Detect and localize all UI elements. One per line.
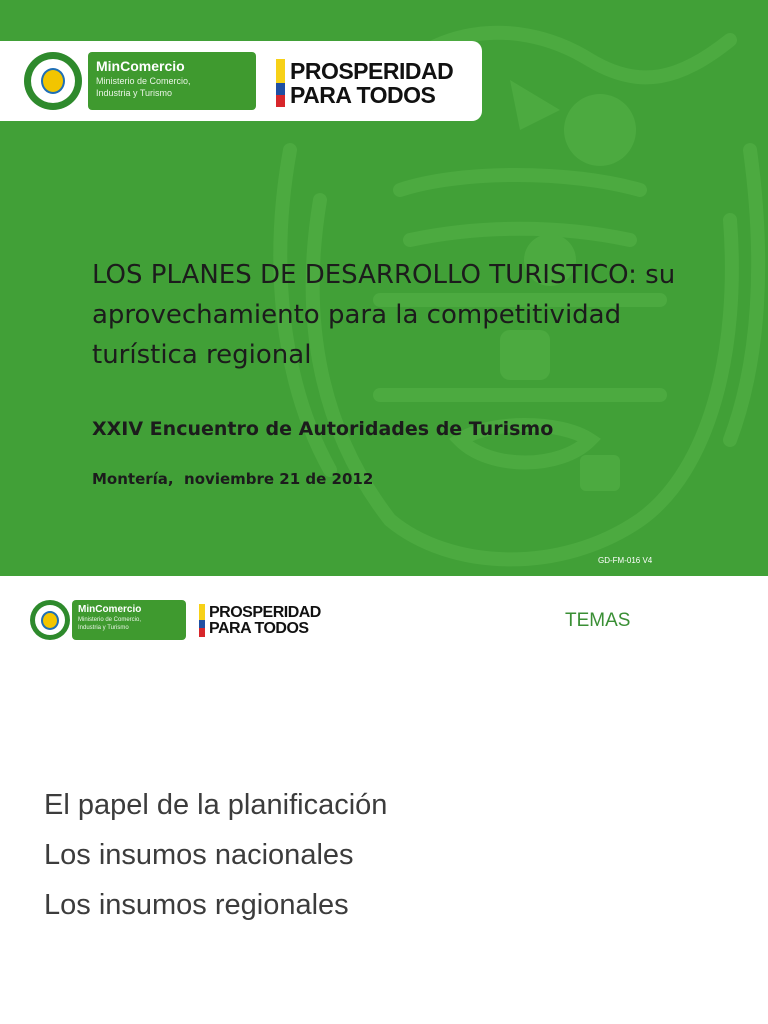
prosperidad-para-todos-logo — [199, 604, 321, 637]
prosperidad-para-todos-logo — [276, 59, 453, 107]
ministry-name: MinComercio — [96, 58, 185, 74]
slide-title — [92, 255, 692, 375]
flag-bar-icon — [276, 59, 285, 107]
slogan-line-2: PARA TODOS — [209, 619, 309, 637]
ministry-name: MinComercio — [78, 604, 142, 615]
mincomercio-logo — [72, 600, 186, 640]
ministry-line-2: Industria y Turismo — [96, 88, 173, 98]
title-uppercase-part: LOS PLANES DE DESARROLLO TURISTICO: — [92, 260, 637, 290]
header-logo-band — [0, 41, 482, 121]
title-lowercase-part: su aprovechamiento para la competitividad turística regional — [92, 260, 676, 370]
flag-bar-icon — [199, 604, 205, 637]
section-heading: TEMAS — [565, 610, 631, 631]
ministry-line-1: Ministerio de Comercio, — [78, 617, 142, 623]
topics-list — [44, 780, 387, 930]
topic-item: Los insumos nacionales — [44, 839, 354, 871]
mincomercio-logo — [88, 52, 256, 110]
colombia-seal-icon — [30, 600, 70, 640]
ministry-line-2: Industria y Turismo — [78, 625, 129, 631]
slogan-line-1: PROSPERIDAD — [290, 58, 454, 84]
topic-item: Los insumos regionales — [44, 889, 349, 921]
ministry-line-1: Ministerio de Comercio, — [96, 76, 191, 86]
slogan-line-2: PARA TODOS — [290, 82, 436, 108]
topic-item: El papel de la planificación — [44, 789, 388, 821]
colombia-seal-icon — [24, 52, 82, 110]
event-name: XXIV Encuentro de Autoridades de Turismo — [92, 418, 554, 440]
document-code: GD-FM-016 V4 — [598, 556, 653, 565]
slogan-line-1: PROSPERIDAD — [209, 603, 321, 621]
place-date: Montería, noviembre 21 de 2012 — [92, 470, 374, 488]
topics-slide — [0, 576, 768, 1024]
